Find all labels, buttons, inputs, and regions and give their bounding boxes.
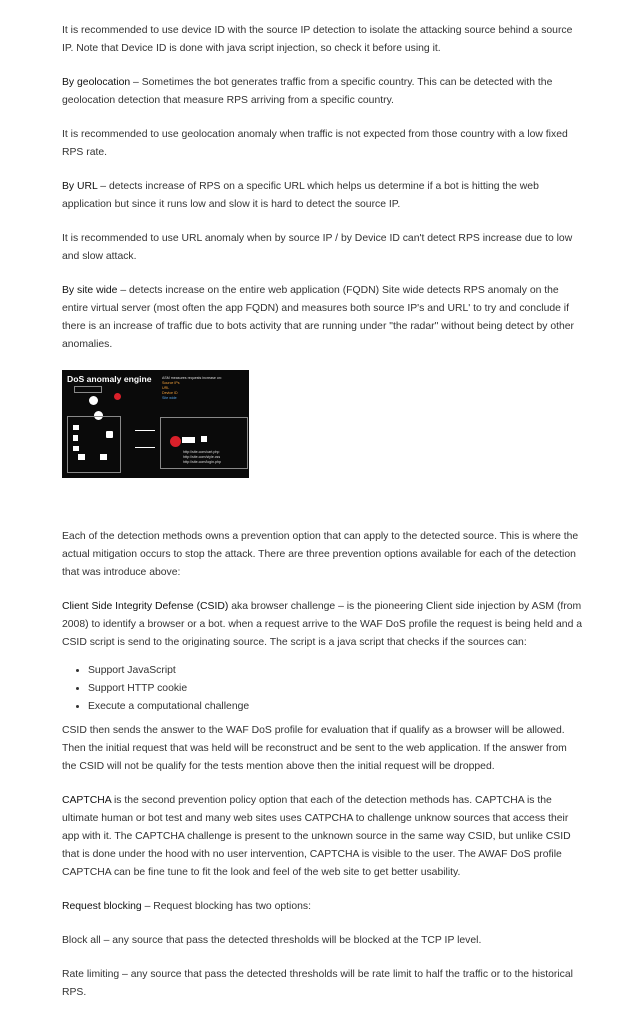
paragraph-block-all: Block all – any source that pass the detected thresholds will be blocked at the TCP IP level. [62,935,482,946]
laptop-icon [73,446,79,451]
bot-icon [100,454,107,460]
figure-measure-list [162,376,222,401]
geolocation-heading: By geolocation [62,77,131,88]
csid-checks-list [62,662,582,716]
globe-icon [89,396,98,405]
list-item: • Execute a computational challenge [88,698,582,716]
block-icon [114,393,121,400]
dos-anomaly-engine-figure [62,370,249,478]
bot-icon [78,454,85,460]
paragraph-csid-then: CSID then sends the answer to the WAF DoS profile for evaluation that if qualify as a browser will be allowed. Then the initial request that was held will be reconstruct and be sent to the web application. If the answer from the CSID will not be qualify for the tests mention above then the initial request will be dropped. [62,725,567,772]
paragraph-url-recommendation: It is recommended to use URL anomaly when by source IP / by Device ID can't detect RPS increase due to low and slow attack. [62,233,573,262]
paragraph-geolocation-recommendation: It is recommended to use geolocation anomaly when traffic is not expected from those country with a low fixed RPS rate. [62,129,568,158]
paragraph-device-id: It is recommended to use device ID with the source IP detection to isolate the attacking source behind a source IP. Note that Device ID is done with java script injection, so check it before using it. [62,25,573,54]
figure-list-item: Site wide [162,396,177,400]
request-blocking-text: – Request blocking has two options: [141,901,311,912]
url-text: – detects increase of RPS on a specific URL which helps us determine if a bot is hitting the web application but since it runs low and slow it is hard to detect the source IP. [62,181,539,210]
csid-text: aka browser challenge – is the pioneering Client side injection by ASM (from 2008) to identify a browser or a bot. when a request arrive to the WAF DoS profile the request is being held and a CSID script is send to the originating source. The script is a java script that checks if the sources can: [62,601,583,648]
captcha-text: is the second prevention policy option that each of the detection methods has. CAPTCHA is the ultimate human or bot test and many web sites uses CATPCHA to challenge unknow sources that access their app with it. The CAPTCHA challenge is present to the unknown source in the same way CSID, but unlike CSID that is done under the hood with no user intervention, CAPTCHA is visible to the user. The AWAF DoS profile CAPTCHA can be fine tune to fit the look and feel of the web site to get better usability. [62,795,571,878]
shield-icon [106,431,113,438]
geolocation-text: – Sometimes the bot generates traffic from a specific country. This can be detected with the geolocation detection that measure RPS arriving from a specific country. [62,77,553,106]
figure-list-heading: ASM measures requests increase on: [162,376,222,380]
paragraph-url [62,178,582,214]
site-wide-text: – detects increase on the entire web application (FQDN) Site wide detects RPS anomaly on the entire virtual server (most often the app FQDN) and measures both source IP's and URL' to try and conclude if there is an increase of traffic due to bots activity that are running under "the radar" without being detect by other anomalies. [62,285,575,350]
arrow-left-icon [135,447,155,448]
site-wide-heading: By site wide [62,285,118,296]
paragraph-site-wide [62,282,582,354]
figure-list-item: URL [162,386,170,390]
figure-url: http://site.com/style.css [183,455,221,459]
arrow-right-icon [135,430,155,431]
paragraph-csid [62,598,582,652]
paragraph-captcha [62,792,582,882]
csid-heading: Client Side Integrity Defense (CSID) [62,601,229,612]
list-item: • Support HTTP cookie [88,680,582,698]
f5-logo-icon [170,436,181,447]
app-grid-icon [201,436,207,442]
engine-box-icon [74,386,102,393]
figure-title: DoS anomaly engine [67,374,152,384]
captcha-heading: CAPTCHA [62,795,112,806]
paragraph-geolocation [62,74,582,110]
phone-icon [73,435,78,441]
figure-url: http://site.com/cart.php [183,450,220,454]
paragraph-rate-limiting: Rate limiting – any source that pass the detected thresholds will be rate limit to half the traffic or to the historical RPS. [62,969,573,998]
list-item: • Support JavaScript [88,662,582,680]
url-heading: By URL [62,181,98,192]
document-body [62,22,582,1018]
laptop-icon [73,425,79,430]
request-blocking-heading: Request blocking [62,901,142,912]
figure-url: http://site.com/login.php [183,460,221,464]
figure-list-item: Source IPs [162,381,180,385]
figure-list-item: Device ID [162,391,178,395]
paragraph-request-blocking [62,898,582,916]
server-icon [182,437,195,443]
paragraph-prevention: Each of the detection methods owns a prevention option that can apply to the detected source. This is where the actual mitigation occurs to stop the attack. There are three prevention options available for each of the detection that was introduce above: [62,531,579,578]
